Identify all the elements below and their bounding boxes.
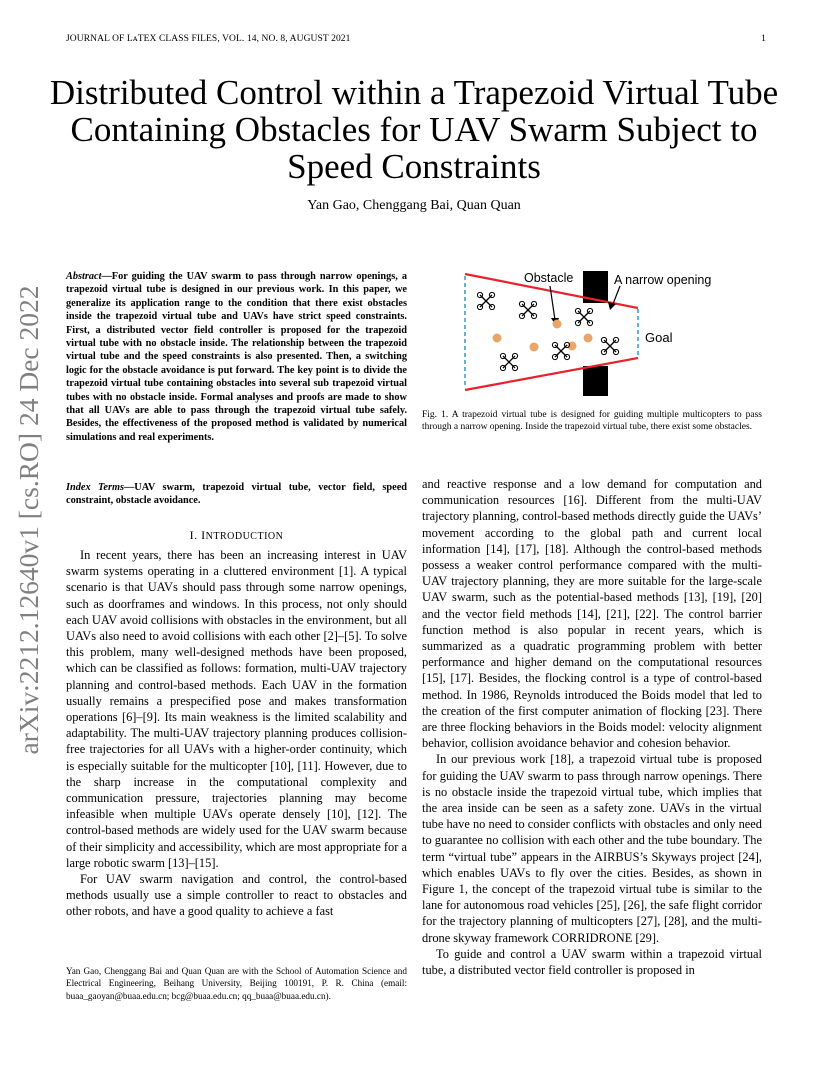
affiliation-footnote: Yan Gao, Chenggang Bai and Quan Quan are with the School of Automation Science and Electrical Engineering, Beihang University, Beijing 100191, P. R. China (email: buaa_gaoyan@buaa.edu.cn; bcg@buaa.edu.cn; qq_buaa@buaa.edu.cn). <box>66 966 407 1001</box>
drone-icon <box>519 301 536 318</box>
drone-icon <box>575 308 592 325</box>
inner-obstacle-dot <box>553 320 562 329</box>
figure-caption: Fig. 1. A trapezoid virtual tube is designed for guiding multiple multicopters to pass through a narrow opening. Inside the trapezoid virtual tube, there exist some obstacles. <box>422 410 762 433</box>
arxiv-id: arXiv:2212.12640v1 [cs.RO] 24 Dec 2022 <box>13 285 44 755</box>
abstract-label: Abstract <box>66 271 102 282</box>
tube-bottom-edge <box>465 358 638 390</box>
obstacle-bottom <box>583 366 608 396</box>
running-header <box>66 34 766 44</box>
drone-icon <box>500 353 517 370</box>
label-goal: Goal <box>645 330 673 345</box>
paragraph: In recent years, there has been an increasing interest in UAV swarm systems operating in a cluttered environment [1]. A typical scenario is that UAVs should pass through some narrow openings, such as doorframes and windows. In this process, not only should each UAV avoid collisions with obstacles in the environment, but all UAVs also need to avoid collisions with each other [2]–[5]. To solve this problem, many well-designed methods have been proposed, which can be classified as follows: formation, multi-UAV trajectory planning and control-based methods. Each UAV in the formation usually remains a prespecified pose and makes transformation operations [6]–[9]. Its main weakness is the limited scalability and adaptability. The multi-UAV trajectory planning produces collision-free trajectories for all UAVs with a higher-order continuity, which is especially suitable for the multicopter [10], [11]. However, due to the sharp increase in the computational complexity and communication pressure, trajectories planning may become infeasible when multiple UAVs operate densely [10], [12]. The control-based methods are widely used for the UAV swarm because of their simplicity and accessibility, which are most appropriate for a large robotic swarm [13]–[15]. <box>66 548 407 870</box>
label-obstacle: Obstacle <box>524 271 574 285</box>
figure-trapezoid-tube <box>455 262 712 400</box>
paragraph: For UAV swarm navigation and control, the control-based methods usually use a simple controller to react to obstacles and other robots, and have a good quality to achieve a fast <box>66 872 407 919</box>
intro-left-column <box>66 547 407 920</box>
page-number: 1 <box>761 34 766 44</box>
inner-obstacle-dot <box>530 343 539 352</box>
journal-name: JOURNAL OF LᴀTEX CLASS FILES, VOL. 14, NO. 8, AUGUST 2021 <box>66 34 351 44</box>
inner-obstacle-dot <box>493 334 502 343</box>
section-number: I. <box>189 528 198 542</box>
drone-icon <box>601 337 618 354</box>
label-narrow-opening: A narrow opening <box>614 273 712 287</box>
arxiv-stamp <box>6 280 52 760</box>
section-heading <box>66 528 407 543</box>
drone-icon <box>552 342 569 359</box>
index-terms-text: —UAV swarm, trapezoid virtual tube, vector field, speed constraint, obstacle avoidance. <box>66 482 407 507</box>
abstract-text: —For guiding the UAV swarm to pass through narrow openings, a trapezoid virtual tube is designed in our previous work. In this paper, we generalize its application range to the condition that there exist obstacles inside the trapezoid virtual tube and UAVs have strict speed constraints. First, a distributed vector field controller is proposed for the trapezoid virtual tube with no obstacle inside. The relationship between the trapezoid virtual tube and the speed constraints is also presented. Then, a switching logic for the obstacle avoidance is put forward. The key point is to divide the trapezoid virtual tube containing obstacles into several sub trapezoid virtual tubes with no obstacle inside. Formal analyses and proofs are made to show that all UAVs are able to pass through the trapezoid virtual tube safely. Besides, the effectiveness of the proposed method is validated by numerical simulations and real experiments. <box>66 271 407 443</box>
paragraph: and reactive response and a low demand for computation and communication resources [16]. Different from the multi-UAV trajectory planning, control-based methods directly guide the UAVs’ movement according to the global path and current local information [14], [17], [18]. Although the control-based methods possess a weaker control performance compared with the multi-UAV trajectory planning, they are more suitable for the large-scale UAV swarm, such as the potential-based methods [13], [19], [20] and the vector field methods [14], [21], [22]. The control barrier function method is also popular in recent years, which is summarized as a quadratic programming problem with better performance and higher demand on the computational resources [15], [17]. Besides, the flocking control is a type of control-based method. In 1986, Reynolds introduced the Boids model that led to the creation of the first computer animation of flocking [23]. There are three flocking behaviors in the Boids model: velocity alignment behavior, collision avoidance behavior and cohesion behavior. <box>422 477 762 751</box>
index-terms <box>66 481 407 508</box>
author-list: Yan Gao, Chenggang Bai, Quan Quan <box>307 198 521 213</box>
drone-icon <box>477 292 494 309</box>
section-first-letter: I <box>201 528 206 542</box>
intro-right-column <box>422 476 762 978</box>
paper-title: Distributed Control within a Trapezoid Virtual Tube Containing Obstacles for UAV Swarm Subject to Speed Constraints <box>49 73 779 186</box>
abstract <box>66 270 407 444</box>
opening-arrow <box>613 286 620 304</box>
index-terms-label: Index Terms <box>66 482 124 493</box>
paragraph: To guide and control a UAV swarm within a trapezoid virtual tube, a distributed vector field controller is proposed in <box>422 946 762 978</box>
paragraph: In our previous work [18], a trapezoid virtual tube is proposed for guiding the UAV swarm to pass through narrow openings. There is no obstacle inside the trapezoid virtual tube, which implies that the area inside can be seen as a safety zone. UAVs in the virtual tube have no need to consider conflicts with obstacles and only need to guarantee no collision with each other and the tube boundary. The term “virtual tube” appears in the AIRBUS’s Skyways project [24], which enables UAVs to fly over the cities. Besides, as shown in Figure 1, the concept of the trapezoid virtual tube is similar to the lane for autonomous road vehicles [25], [26], the safe flight corridor for the trajectory planning of multicopters [27], [28], and the multi-drone skyway framework CORRIDRONE [29]. <box>422 752 762 945</box>
section-rest: NTRODUCTION <box>205 531 284 542</box>
inner-obstacle-dot <box>584 334 593 343</box>
